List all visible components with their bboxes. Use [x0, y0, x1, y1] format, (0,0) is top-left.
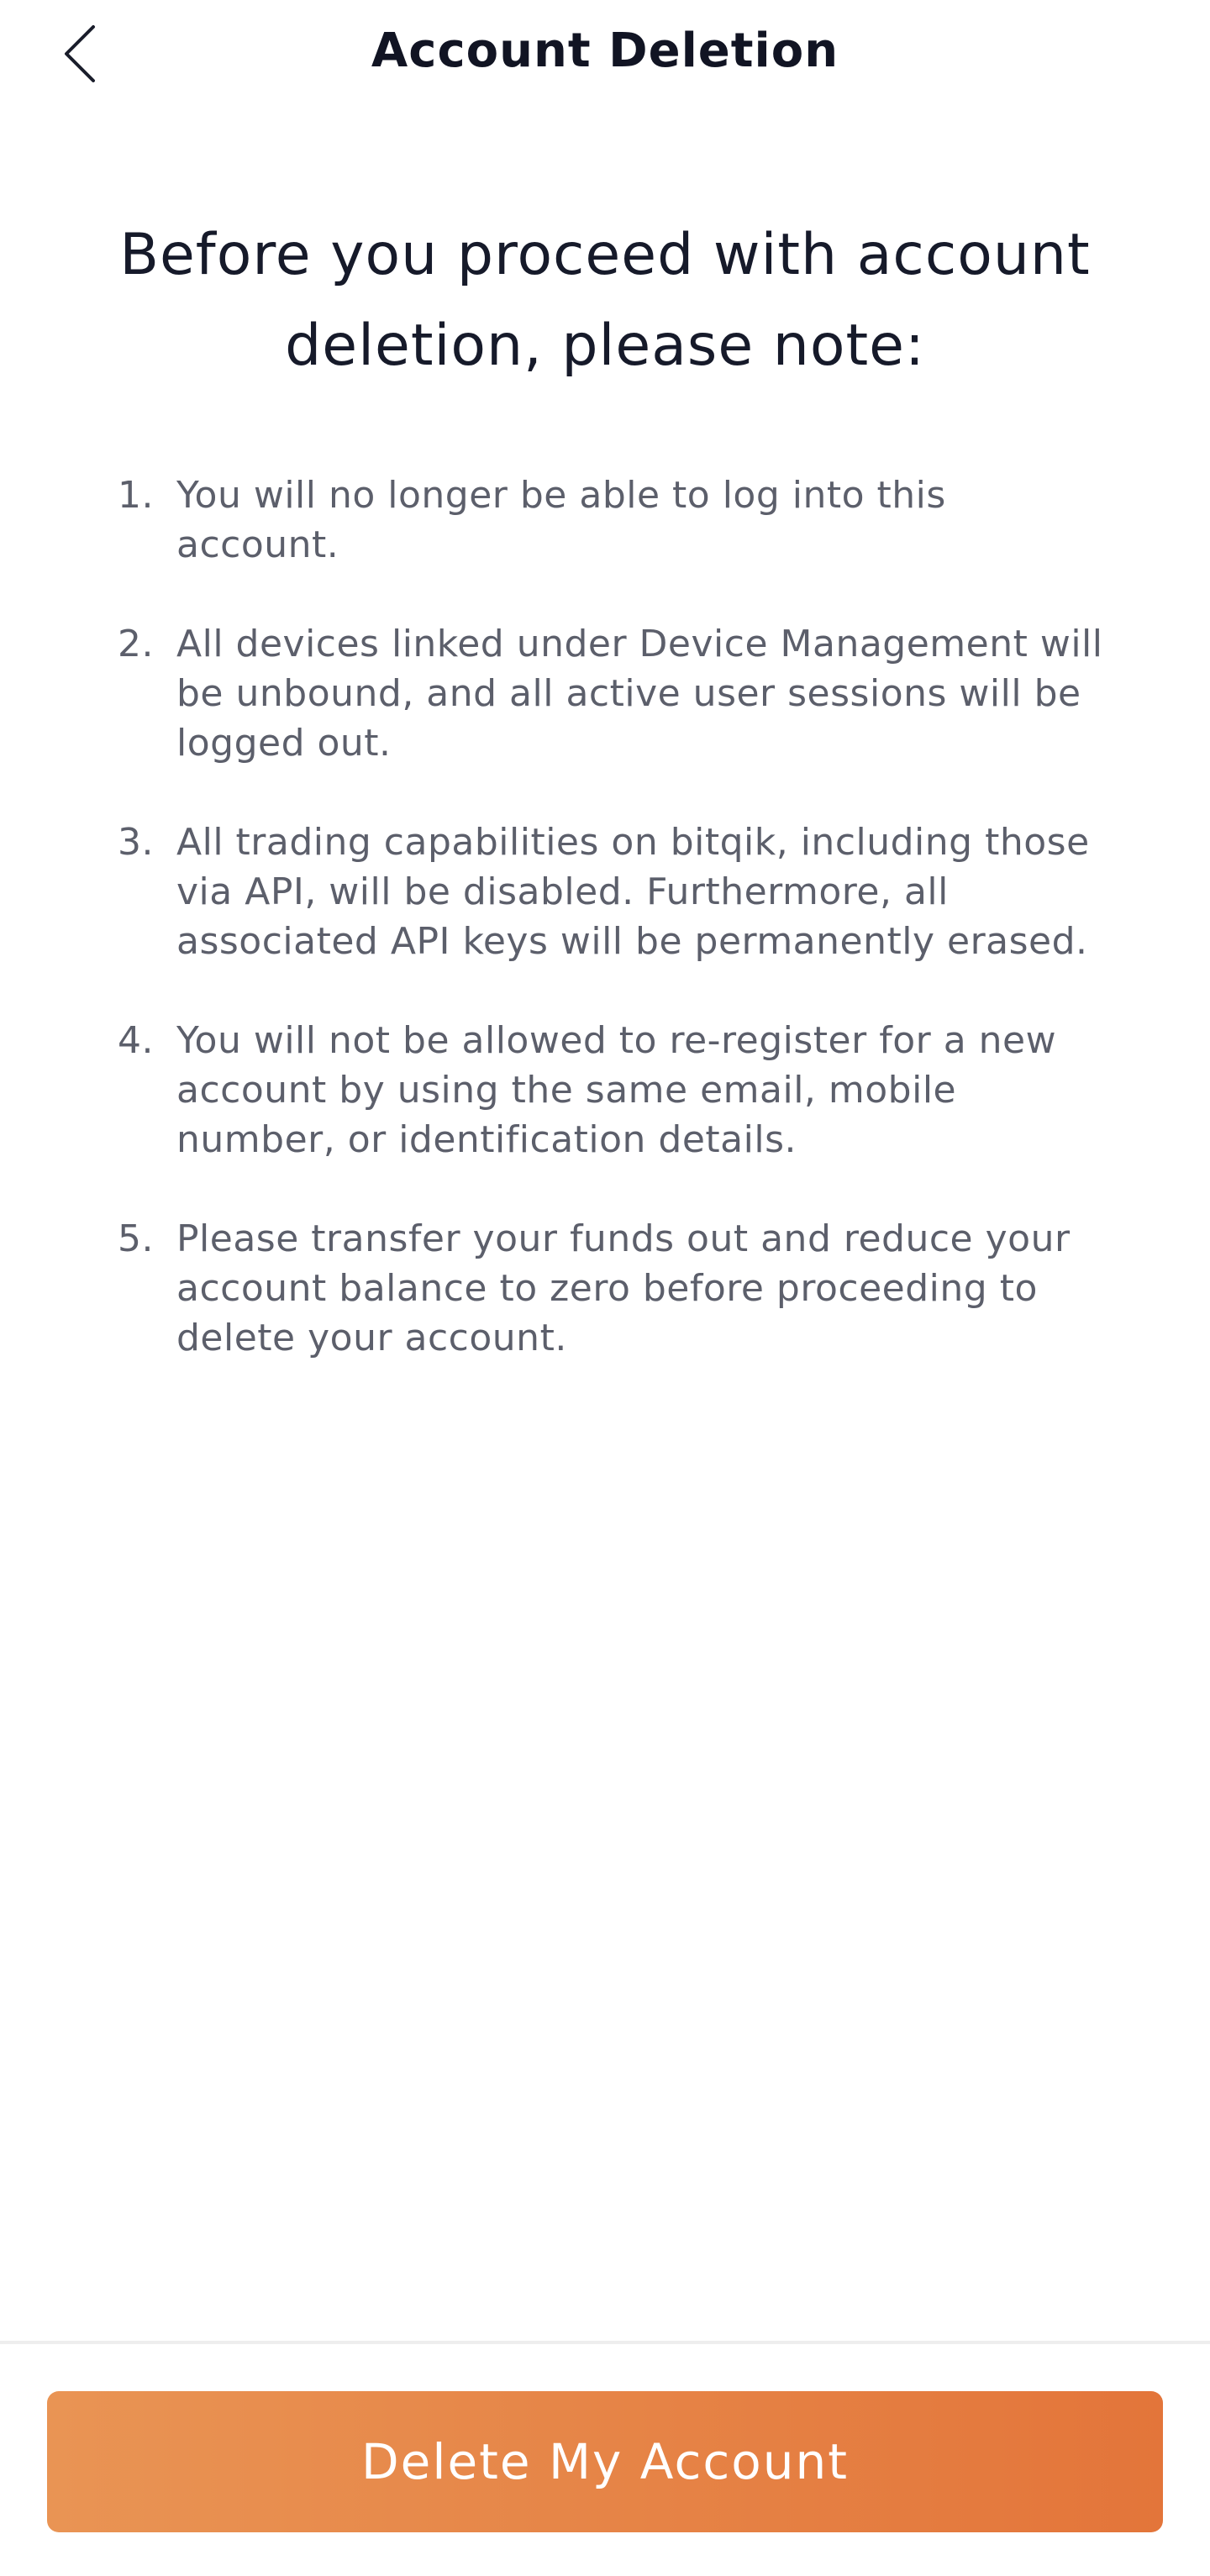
page-title: Account Deletion [371, 24, 839, 78]
note-number: 4. [118, 1019, 154, 1062]
note-text: You will not be allowed to re-register for a new account by using the same email, mobile number, or identification details. [176, 1019, 1057, 1161]
footer-bar [0, 2341, 1210, 2576]
nav-bar [0, 0, 1210, 118]
note-text: You will no longer be able to log into this account. [176, 474, 946, 566]
note-number: 3. [118, 821, 154, 864]
note-text: All devices linked under Device Management will be unbound, and all active user sessions will be logged out. [176, 623, 1103, 765]
delete-account-button[interactable]: Delete My Account [47, 2391, 1163, 2532]
note-number: 2. [118, 623, 154, 665]
note-text: All trading capabilities on bitqik, including those via API, will be disabled. Furthermore, all associated API keys will be permanently erased. [176, 821, 1090, 963]
note-item [118, 619, 1126, 768]
note-item [118, 1016, 1126, 1164]
note-item [118, 1214, 1126, 1363]
note-item [118, 817, 1126, 966]
notice-heading: Before you proceed with account deletion, please note: [119, 222, 1091, 379]
note-text: Please transfer your funds out and reduce your account balance to zero before proceeding to delete your account. [176, 1217, 1071, 1359]
notes-list [118, 471, 1126, 1412]
note-number: 1. [118, 474, 154, 517]
note-item [118, 471, 1126, 570]
note-number: 5. [118, 1217, 154, 1260]
